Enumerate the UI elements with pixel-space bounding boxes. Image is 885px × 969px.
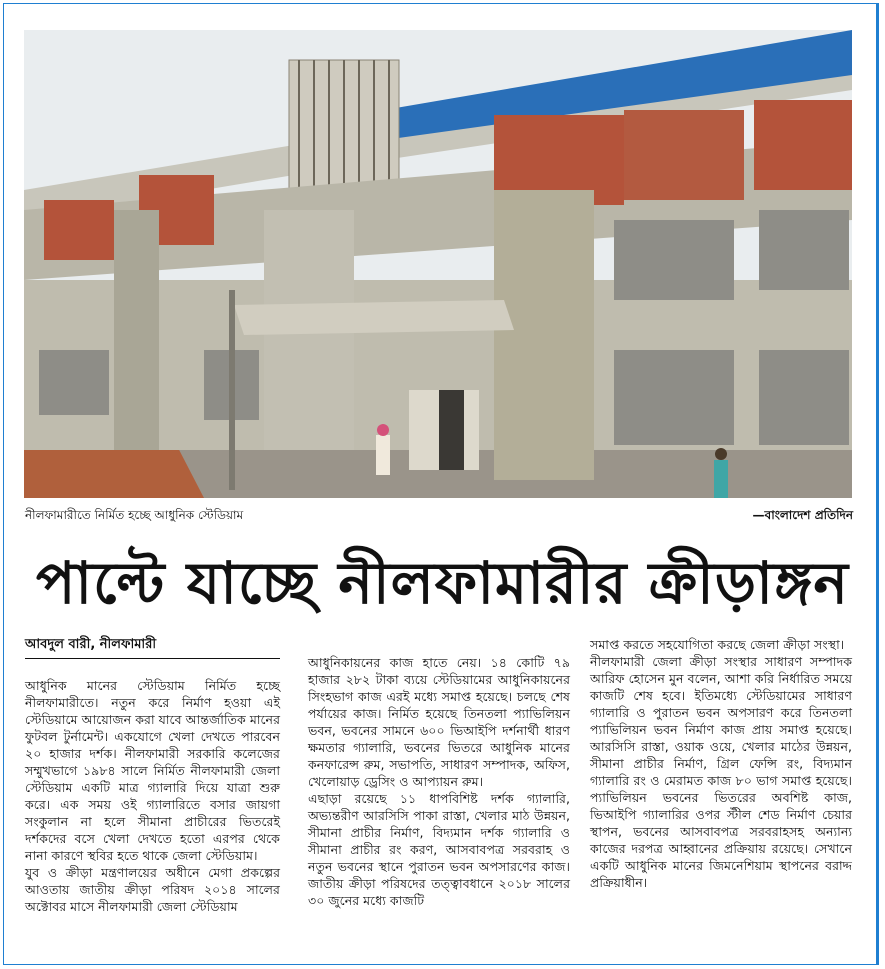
paragraph: নীলফামারী জেলা ক্রীড়া সংস্থার সাধারণ সম্পাদক আরিফ হোসেন মুন বলেন, আশা করি নির্ধারিত সময়ে কাজটি শেষ হবে। ইতিমধ্যে স্টেডিয়ামের সাধারণ গ্যালারি ও পুরাতন ভবন অপসারণ করে তিনতলা প্যাভিলিয়ন ভবন নির্মাণ কাজ প্রায় সমাপ্ত হয়েছে। আরসিসি রাস্তা, ওয়াক ওয়ে, খেলার মাঠের উন্নয়ন, সীমানা প্রাচীর নির্মাণ, গ্রিল ফেন্সি রং, বিদ্যমান গ্যালারি রং ও মেরামত কাজ ৮০ ভাগ সমাপ্ত হয়েছে। প্যাভিলিয়ন ভবনের ভিতরের অবশিষ্ট কাজ, ভিআইপি গ্যালারির ওপর স্টীল শেড নির্মাণ চেয়ার স্থাপন, ভবনের আসবাবপত্র সরবরাহসহ অন্যান্য কাজের দরপত্র আহ্বানের প্রক্রিয়ায় রয়েছে। সেখানে একটি আধুনিক মানের জিমনেশিয়াম স্থাপনের বরাদ্দ প্রক্রিয়াধীন। [590, 654, 852, 890]
headline: পাল্টে যাচ্ছে নীলফামারীর ক্রীড়াঙ্গন [35, 549, 850, 617]
byline: আবদুল বারী, নীলফামারী [25, 636, 280, 659]
article-column-3 [590, 636, 852, 891]
paragraph: সমাপ্ত করতে সহযোগিতা করছে জেলা ক্রীড়া সংস্থা। [590, 637, 845, 652]
photo-credit: —বাংলাদেশ প্রতিদিন [752, 508, 853, 522]
article-column-1 [25, 636, 280, 915]
photo-caption: নীলফামারীতে নির্মিত হচ্ছে আধুনিক স্টেডিয়াম [25, 508, 244, 522]
paragraph: আধুনিকায়নের কাজ হাতে নেয়। ১৪ কোটি ৭৯ হাজার ২৮২ টাকা ব্যয়ে স্টেডিয়ামের আধুনিকায়নের সিংহভাগ কাজ এরই মধ্যে সমাপ্ত হয়েছে। চলছে শেষ পর্যায়ের কাজ। নির্মিত হয়েছে তিনতলা প্যাভিলিয়ন ভবন, ভবনের সামনে ৬০০ ভিআইপি দর্শনার্থী ধারণ ক্ষমতার গ্যালারি, ভবনের ভিতরে আধুনিক মানের কনফারেন্স রুম, সভাপতি, সাধারণ সম্পাদক, অফিস, খেলোয়াড় ড্রেসিং ও আপ্যায়ন রুম। [308, 655, 570, 789]
stadium-construction-photo [24, 30, 852, 498]
paragraph: আধুনিক মানের স্টেডিয়াম নির্মিত হচ্ছে নীলফামারীতে। নতুন করে নির্মাণ হওয়া এই স্টেডিয়ামে আয়োজন করা যাবে আন্তর্জাতিক মানের ফুটবল টুর্নামেন্ট। একযোগে খেলা দেখতে পারবেন ২০ হাজার দর্শক। নীলফামারী সরকারি কলেজের সম্মুখভাগে ১৯৮৪ সালে নির্মিত নীলফামারী জেলা স্টেডিয়াম একটি মাত্র গ্যালারি দিয়ে যাত্রা শুরু করে। এক সময় ওই গ্যালারিতে বসার জায়গা সংকুলান না হলে সীমানা প্রাচীরের ভিতরেই দর্শকদের বসে খেলা দেখতে হতো এরপর থেকে নানা কারণে স্থবির হতে থাকে জেলা স্টেডিয়াম। [25, 678, 280, 863]
article-column-2 [308, 654, 570, 909]
paragraph: এছাড়া রয়েছে ১১ ধাপবিশিষ্ট দর্শক গ্যালারি, অভ্যন্তরীণ আরসিসি পাকা রাস্তা, খেলার মাঠ উন্নয়ন, সীমানা প্রাচীর নির্মাণ, বিদ্যমান দর্শক গ্যালারি ও সীমানা প্রাচীর রং করণ, আসবাবপত্র সরবরাহ ও নতুন ভবনের স্থানে পুরাতন ভবন অপসারণের কাজ। জাতীয় ক্রীড়া পরিষদের তত্ত্বাবধানে ২০১৮ সালের ৩০ জুনের মধ্যে কাজটি [308, 791, 570, 908]
paragraph: যুব ও ক্রীড়া মন্ত্রণালয়ের অধীনে মেগা প্রকল্পের আওতায় জাতীয় ক্রীড়া পরিষদ ২০১৪ সালের অক্টোবর মাসে নীলফামারী জেলা স্টেডিয়াম [25, 865, 280, 914]
